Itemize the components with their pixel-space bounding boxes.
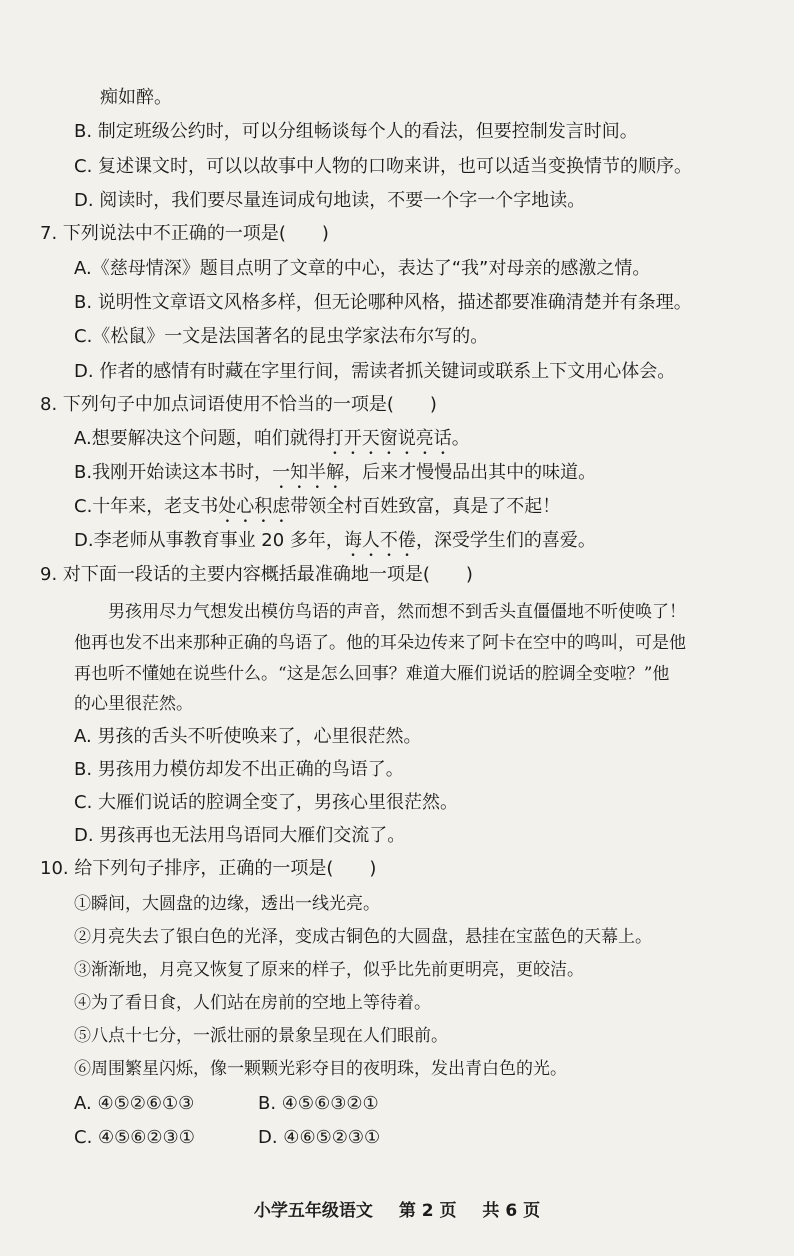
- q6-option-b: B. 制定班级公约时，可以分组畅谈每个人的看法，但要控制发言时间。: [74, 121, 638, 142]
- q10-option-c: C. ④⑤⑥②③①: [74, 1127, 195, 1148]
- q8-option-b-dotted-phrase: 一知半解: [272, 462, 345, 483]
- q8-option-a-tail: 。: [451, 428, 470, 449]
- q7-stem: 7. 下列说法中不正确的一项是( ): [40, 223, 329, 244]
- q10-option-d: D. ④⑥⑤②③①: [258, 1127, 381, 1148]
- q6-option-a-continuation: 痴如醉。: [100, 87, 172, 108]
- q9-stem: 9. 对下面一段话的主要内容概括最准确地一项是( ): [40, 564, 473, 585]
- q9-option-d: D. 男孩再也无法用鸟语同大雁们交流了。: [74, 825, 406, 846]
- q8-option-c: [74, 495, 560, 527]
- q8-option-d-dotted-phrase: 诲人不倦: [343, 530, 416, 551]
- q8-option-a: [74, 427, 470, 459]
- q9-option-a: A. 男孩的舌头不听使唤来了，心里很茫然。: [74, 726, 422, 747]
- q10-option-b: B. ④⑤⑥③②①: [258, 1093, 379, 1114]
- q9-passage-line-2: 他再也发不出来那种正确的鸟语了。他的耳朵边传来了阿卡在空中的鸣叫，可是他: [74, 633, 686, 653]
- q8-option-a-dotted-phrase: 打开天窗说亮话: [325, 428, 452, 449]
- q8-option-d: [74, 529, 596, 561]
- q9-option-b: B. 男孩用力模仿却发不出正确的鸟语了。: [74, 759, 404, 780]
- footer-page-number: 第 2 页: [398, 1201, 457, 1221]
- q8-option-c-tail: 带领全村百姓致富，真是了不起！: [290, 496, 561, 517]
- q9-option-c: C. 大雁们说话的腔调全变了，男孩心里很茫然。: [74, 792, 459, 813]
- q10-sentence-2: ②月亮失去了银白色的光泽，变成古铜色的大圆盘，悬挂在宝蓝色的天幕上。: [74, 927, 652, 947]
- q9-passage-line-1: 男孩用尽力气想发出模仿鸟语的声音，然而想不到舌头直僵僵地不听使唤了！: [108, 602, 686, 622]
- footer-total-pages: 共 6 页: [482, 1201, 541, 1221]
- q8-option-b-text: B.我刚开始读这本书时，: [74, 462, 273, 483]
- q10-stem: 10. 给下列句子排序，正确的一项是( ): [40, 858, 377, 879]
- q8-stem: 8. 下列句子中加点词语使用不恰当的一项是( ): [40, 394, 437, 415]
- q8-option-b: [74, 461, 596, 493]
- q6-option-d: D. 阅读时，我们要尽量连词成句地读，不要一个字一个字地读。: [74, 190, 586, 211]
- q10-sentence-5: ⑤八点十七分，一派壮丽的景象呈现在人们眼前。: [74, 1026, 448, 1046]
- q10-option-a: A. ④⑤②⑥①③: [74, 1093, 195, 1114]
- q8-option-c-text: C.十年来，老支书: [74, 496, 219, 517]
- q9-passage-line-4: 的心里很茫然。: [74, 694, 193, 714]
- q7-option-b: B. 说明性文章语文风格多样，但无论哪种风格，描述都要准确清楚并有条理。: [74, 292, 692, 313]
- q10-sentence-3: ③渐渐地，月亮又恢复了原来的样子，似乎比先前更明亮，更皎洁。: [74, 960, 584, 980]
- q6-option-c: C. 复述课文时，可以以故事中人物的口吻来讲，也可以适当变换情节的顺序。: [74, 156, 693, 177]
- q9-passage-line-3: 再也听不懂她在说些什么。“这是怎么回事？难道大雁们说话的腔调全变啦？”他: [74, 664, 670, 684]
- q10-sentence-4: ④为了看日食，人们站在房前的空地上等待着。: [74, 993, 431, 1013]
- q10-sentence-6: ⑥周围繁星闪烁，像一颗颗光彩夺目的夜明珠，发出青白色的光。: [74, 1059, 567, 1079]
- q8-option-c-dotted-phrase: 处心积虑: [218, 496, 291, 517]
- q8-option-d-tail: ，深受学生们的喜爱。: [415, 530, 596, 551]
- q7-option-c: C.《松鼠》一文是法国著名的昆虫学家法布尔写的。: [74, 326, 489, 347]
- q8-option-a-text: A.想要解决这个问题，咱们就得: [74, 428, 326, 449]
- page-footer: [0, 1196, 794, 1221]
- q8-option-d-text: D.李老师从事教育事业 20 多年，: [74, 530, 344, 551]
- q8-option-b-tail: ，后来才慢慢品出其中的味道。: [344, 462, 597, 483]
- q7-option-a: A.《慈母情深》题目点明了文章的中心，表达了“我”对母亲的感激之情。: [74, 258, 651, 279]
- q10-sentence-1: ①瞬间，大圆盘的边缘，透出一线光亮。: [74, 894, 380, 914]
- footer-subject: 小学五年级语文: [253, 1201, 373, 1221]
- q7-option-d: D. 作者的感情有时藏在字里行间，需读者抓关键词或联系上下文用心体会。: [74, 361, 676, 382]
